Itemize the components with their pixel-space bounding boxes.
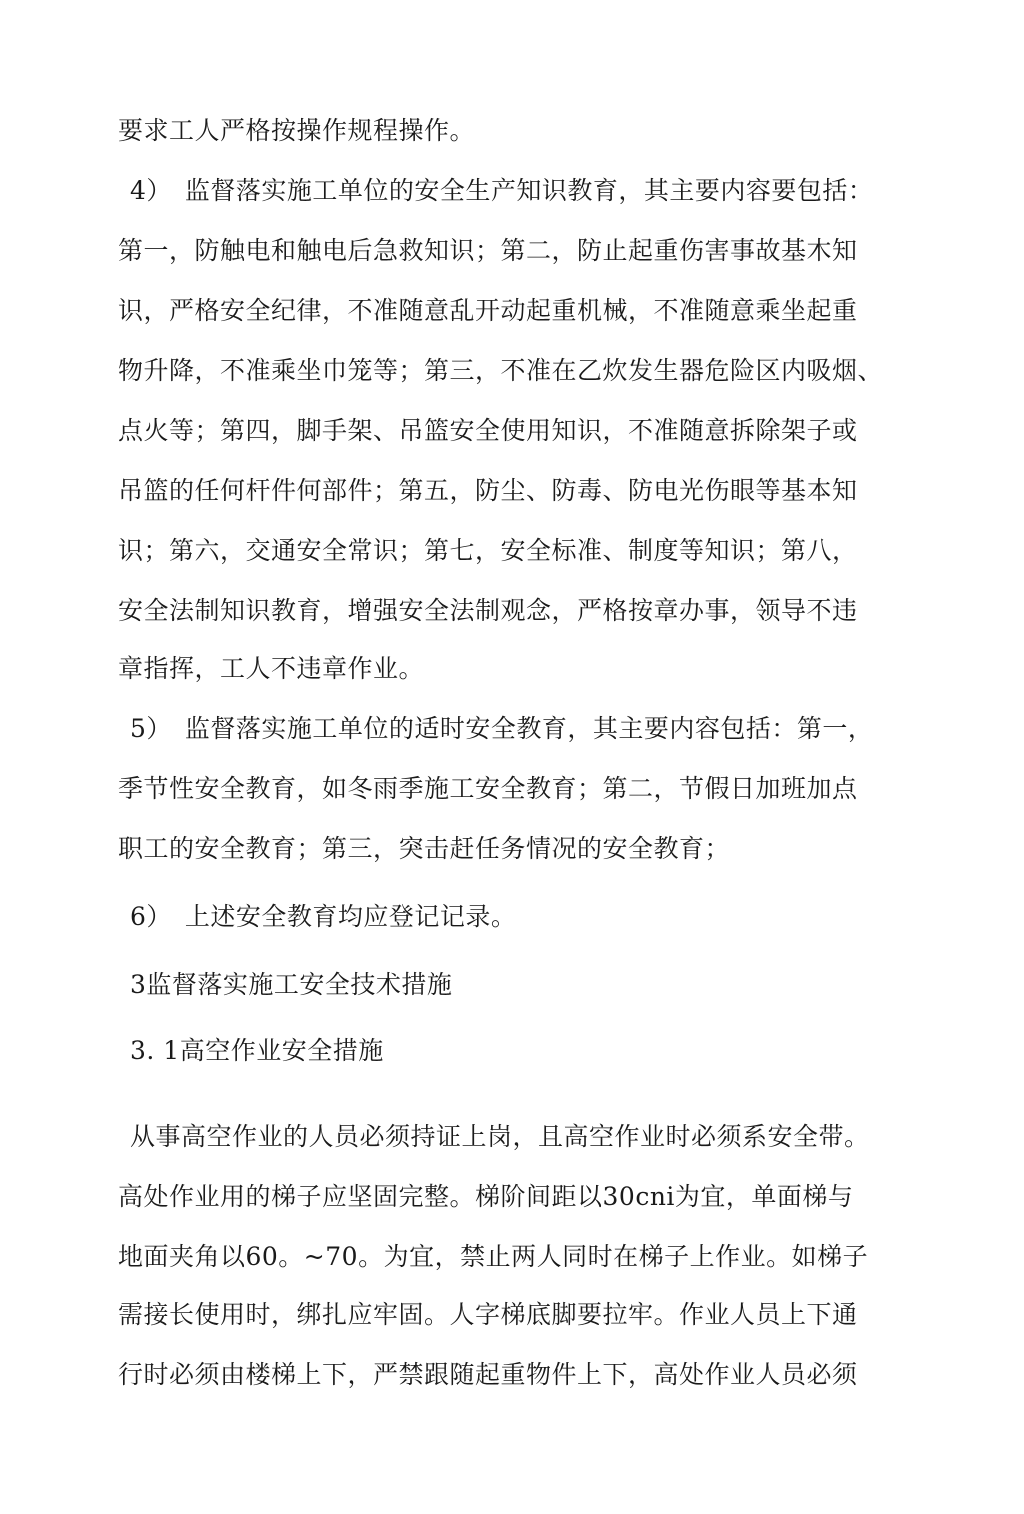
text-line: 章指挥，工人不违章作业。	[118, 654, 425, 683]
paragraph-first-line: 从事高空作业的人员必须持证上岗，且高空作业时必须系安全带。	[130, 1122, 870, 1151]
list-item-5: 5） 监督落实施工单位的适时安全教育，其主要内容包括：第一，	[130, 714, 874, 743]
text-line: 要求工人严格按操作规程操作。	[118, 116, 476, 145]
text-line: 高处作业用的梯子应坚固完整。梯阶间距以30cni为宜，单面梯与	[118, 1182, 854, 1211]
text-line: 季节性安全教育，如冬雨季施工安全教育；第二，节假日加班加点	[118, 774, 858, 803]
text-line: 安全法制知识教育，增强安全法制观念，严格按章办事，领导不违	[118, 596, 858, 625]
text-line: 行时必须由楼梯上下，严禁跟随起重物件上下，高处作业人员必须	[118, 1360, 858, 1389]
text-line: 第一，防触电和触电后急救知识；第二，防止起重伤害事故基木知	[118, 236, 858, 265]
text-line: 识，严格安全纪律，不准随意乱开动起重机械，不准随意乘坐起重	[118, 296, 858, 325]
subsection-heading: 3. 1高空作业安全措施	[130, 1036, 384, 1065]
text-line: 职工的安全教育；第三，突击赶任务情况的安全教育；	[118, 834, 731, 863]
text-line: 需接长使用时，绑扎应牢固。人字梯底脚要拉牢。作业人员上下通	[118, 1300, 858, 1329]
section-heading: 3监督落实施工安全技术措施	[130, 970, 453, 999]
text-line: 吊篮的任何杆件何部件；第五，防尘、防毒、防电光伤眼等基本知	[118, 476, 858, 505]
text-line: 地面夹角以60。~70。为宜，禁止两人同时在梯子上作业。如梯子	[118, 1242, 869, 1271]
text-line: 物升降，不准乘坐巾笼等；第三，不准在乙炊发生器危险区内吸烟、	[118, 356, 884, 385]
list-item-4: 4） 监督落实施工单位的安全生产知识教育，其主要内容要包括：	[130, 176, 874, 205]
list-item-6: 6） 上述安全教育均应登记记录。	[130, 902, 517, 931]
text-line: 识；第六，交通安全常识；第七，安全标准、制度等知识；第八，	[118, 536, 858, 565]
text-line: 点火等；第四，脚手架、吊篮安全使用知识，不准随意拆除架子或	[118, 416, 858, 445]
